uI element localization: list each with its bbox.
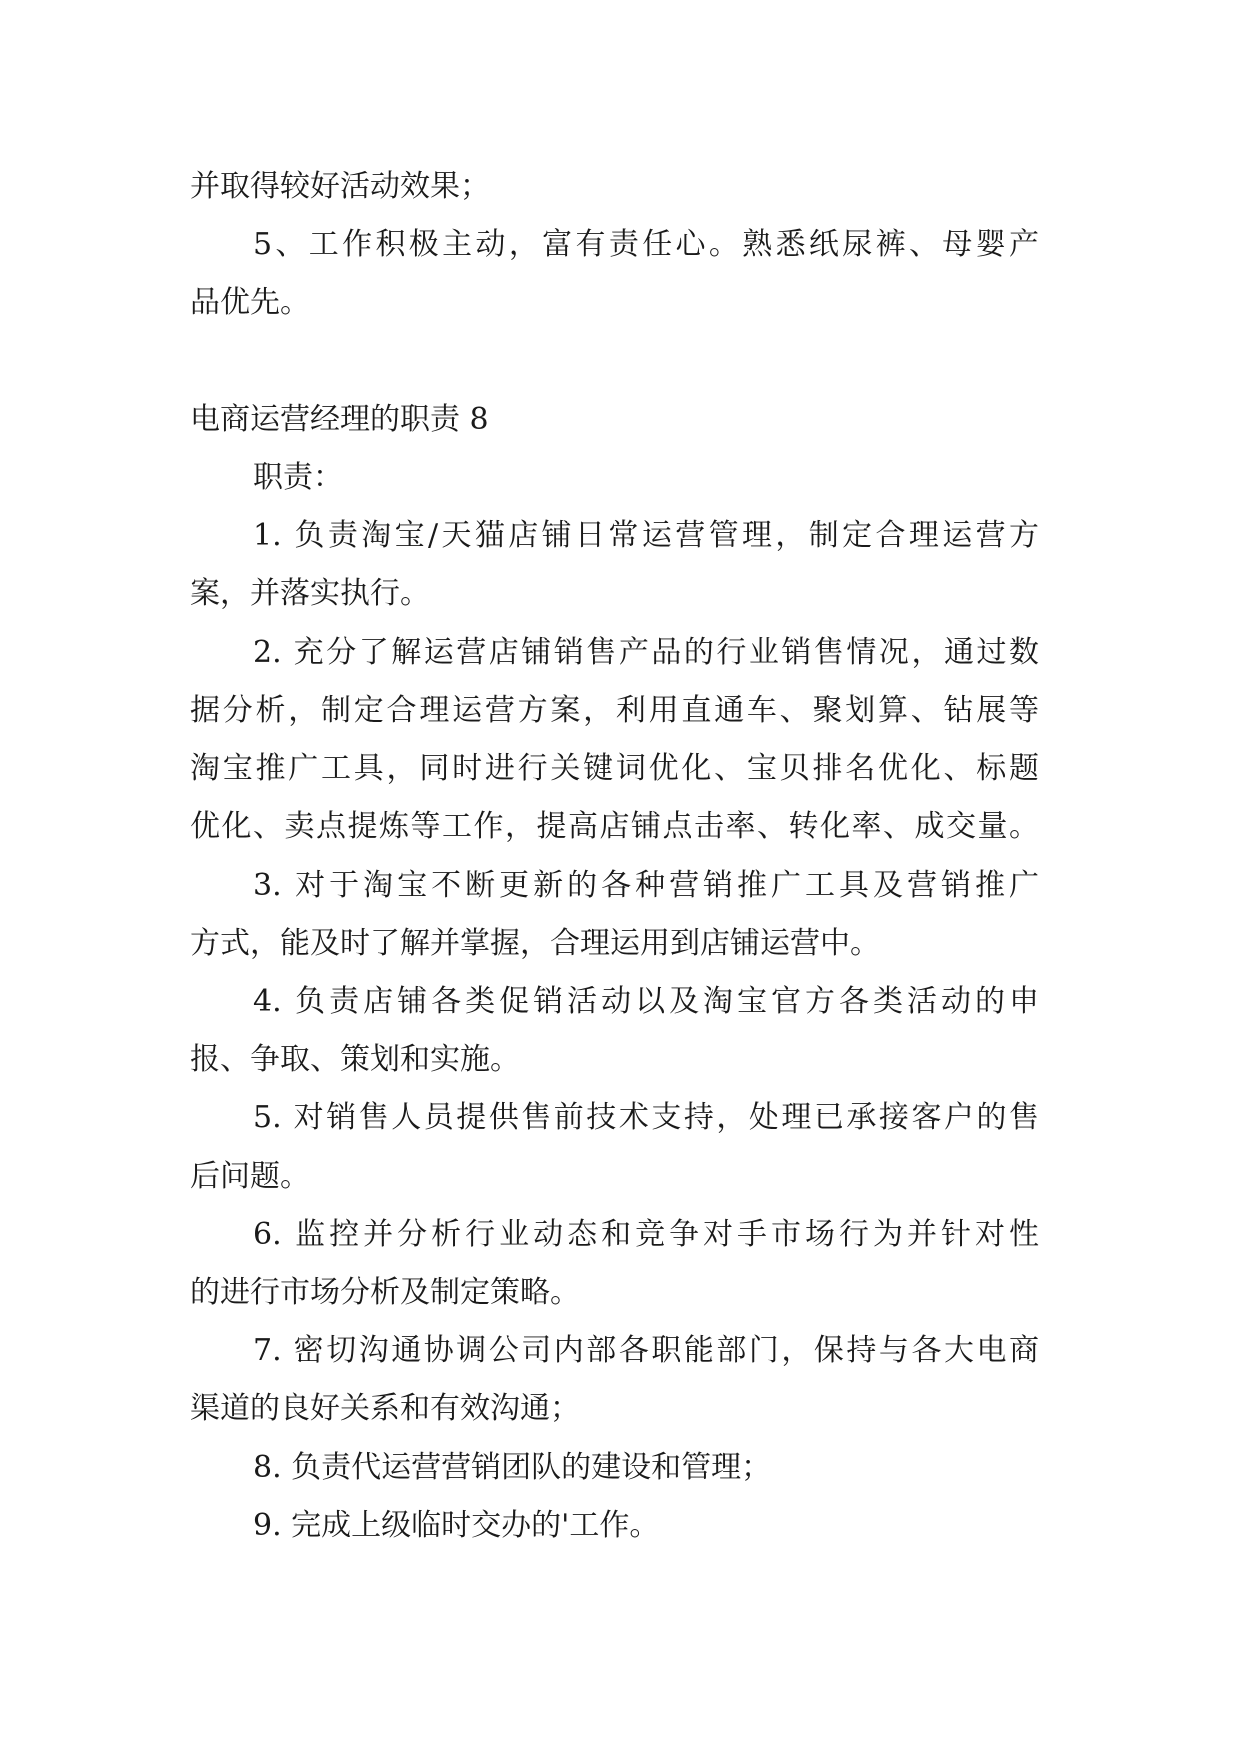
paragraph-line: 职责： <box>253 460 343 495</box>
paragraph-line: 后问题。 <box>190 1159 310 1194</box>
paragraph-line: 方式，能及时了解并掌握，合理运用到店铺运营中。 <box>190 926 880 961</box>
paragraph-line: 1. 负责淘宝/天猫店铺日常运营管理，制定合理运营方 <box>253 518 1039 553</box>
section-heading: 电商运营经理的职责 8 <box>190 402 489 437</box>
paragraph-line: 案，并落实执行。 <box>190 576 430 611</box>
paragraph-line: 7. 密切沟通协调公司内部各职能部门，保持与各大电商 <box>253 1333 1039 1368</box>
paragraph-line: 6. 监控并分析行业动态和竞争对手市场行为并针对性 <box>253 1217 1039 1252</box>
paragraph-line: 8. 负责代运营营销团队的建设和管理； <box>253 1450 772 1485</box>
paragraph-line: 并取得较好活动效果； <box>190 169 490 204</box>
paragraph-line: 5. 对销售人员提供售前技术支持，处理已承接客户的售 <box>253 1100 1039 1135</box>
paragraph-line: 的进行市场分析及制定策略。 <box>190 1275 580 1310</box>
paragraph-line: 品优先。 <box>190 285 310 320</box>
paragraph-line: 淘宝推广工具，同时进行关键词优化、宝贝排名优化、标题 <box>190 751 1039 786</box>
paragraph-line: 报、争取、策划和实施。 <box>190 1042 520 1077</box>
paragraph-line: 4. 负责店铺各类促销活动以及淘宝官方各类活动的申 <box>253 984 1039 1019</box>
paragraph-line: 3. 对于淘宝不断更新的各种营销推广工具及营销推广 <box>253 868 1039 903</box>
paragraph-line: 5、工作积极主动，富有责任心。熟悉纸尿裤、母婴产 <box>253 227 1039 262</box>
paragraph-line: 9. 完成上级临时交办的'工作。 <box>253 1508 660 1543</box>
paragraph-line: 据分析，制定合理运营方案，利用直通车、聚划算、钻展等 <box>190 693 1039 728</box>
paragraph-line: 渠道的良好关系和有效沟通； <box>190 1391 580 1426</box>
paragraph-line: 2. 充分了解运营店铺销售产品的行业销售情况，通过数 <box>253 635 1039 670</box>
paragraph-line: 优化、卖点提炼等工作，提高店铺点击率、转化率、成交量。 <box>190 809 1039 844</box>
